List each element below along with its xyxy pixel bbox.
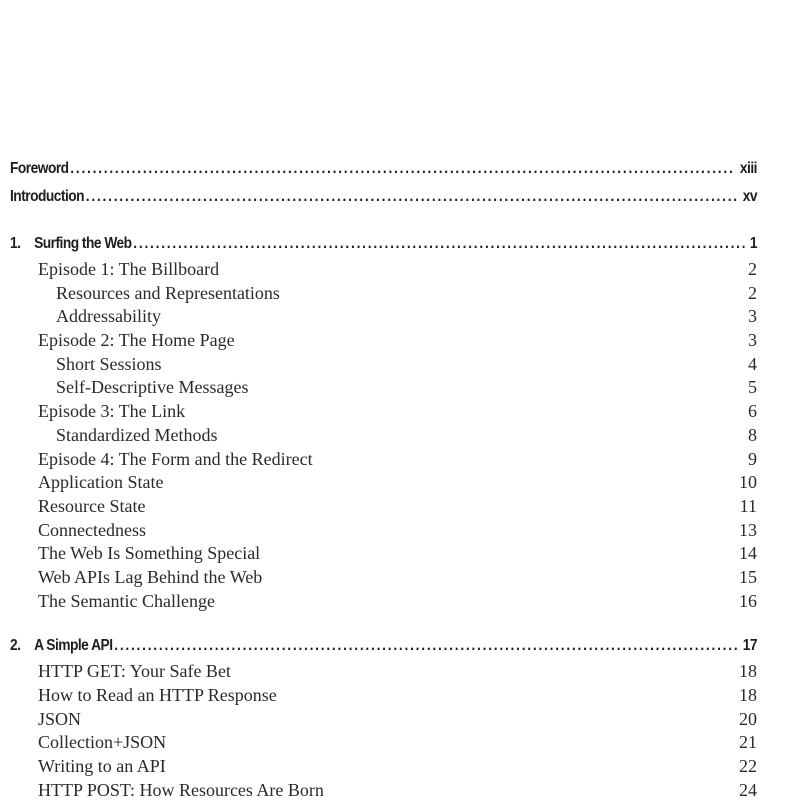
chapter-number: 2. bbox=[10, 637, 21, 655]
toc-entry-page: 22 bbox=[739, 756, 757, 777]
toc-entry-page: 3 bbox=[748, 306, 757, 327]
toc-entry[interactable] bbox=[10, 660, 757, 684]
toc-entry-title: How to Read an HTTP Response bbox=[38, 685, 277, 705]
toc-entry[interactable] bbox=[10, 731, 757, 755]
toc-entry-title: HTTP POST: How Resources Are Born bbox=[38, 779, 324, 800]
toc-entry-page: xv bbox=[742, 188, 757, 205]
toc-entry-page: 3 bbox=[748, 330, 757, 351]
toc-entry[interactable] bbox=[10, 282, 757, 306]
toc-entry-title: Foreword bbox=[10, 160, 69, 177]
toc-entry[interactable] bbox=[10, 779, 757, 802]
dot-leader bbox=[70, 155, 734, 183]
toc-entry-page: 18 bbox=[739, 685, 757, 705]
toc-entry-page: 14 bbox=[739, 543, 757, 564]
toc-entry[interactable] bbox=[10, 353, 757, 377]
toc-entry-title: HTTP GET: Your Safe Bet bbox=[38, 661, 231, 682]
toc-entry-title: Connectedness bbox=[38, 519, 146, 540]
table-of-contents bbox=[10, 155, 757, 802]
toc-entry-page: 1 bbox=[749, 235, 757, 252]
toc-entry-page: 20 bbox=[739, 708, 757, 729]
toc-entry-page: 10 bbox=[739, 472, 757, 493]
toc-chapter-heading bbox=[10, 632, 113, 660]
toc-entry-title: Introduction bbox=[10, 188, 85, 205]
toc-entry-title: Addressability bbox=[56, 306, 161, 327]
toc-entry-foreword[interactable] bbox=[10, 155, 757, 183]
dot-leader bbox=[133, 230, 744, 258]
toc-entry-page: 5 bbox=[748, 377, 757, 398]
chapter-title: A Simple API bbox=[34, 637, 113, 655]
toc-entry[interactable] bbox=[10, 708, 757, 732]
toc-entry-page: 2 bbox=[748, 282, 757, 303]
toc-entry-title: Episode 4: The Form and the Redirect bbox=[38, 448, 313, 469]
toc-chapter-2[interactable] bbox=[10, 632, 757, 660]
toc-entry[interactable] bbox=[10, 519, 757, 543]
toc-entry-title: Standardized Methods bbox=[56, 424, 218, 445]
toc-entry-page: 11 bbox=[739, 495, 757, 516]
dot-leader bbox=[86, 183, 738, 211]
toc-entry-title: Web APIs Lag Behind the Web bbox=[38, 566, 263, 587]
toc-chapter-heading bbox=[10, 230, 132, 258]
toc-entry-page: 6 bbox=[748, 401, 757, 422]
chapter-number: 1. bbox=[10, 235, 21, 252]
toc-entry[interactable] bbox=[10, 755, 757, 779]
toc-entry-title: Resources and Representations bbox=[56, 282, 280, 303]
toc-entry-introduction[interactable] bbox=[10, 183, 757, 211]
toc-entry-title: Writing to an API bbox=[38, 756, 166, 777]
toc-entry-page: xiii bbox=[739, 160, 757, 177]
toc-entry[interactable] bbox=[10, 684, 757, 708]
toc-entry-title: Application State bbox=[38, 472, 164, 493]
toc-entry-page: 24 bbox=[739, 779, 757, 800]
toc-entry[interactable] bbox=[10, 400, 757, 424]
toc-entry-title: Episode 3: The Link bbox=[38, 401, 186, 422]
toc-entry-title: The Semantic Challenge bbox=[38, 590, 215, 611]
toc-entry-page: 13 bbox=[739, 519, 757, 540]
toc-entry-title: Episode 2: The Home Page bbox=[38, 330, 235, 351]
toc-chapter-1[interactable] bbox=[10, 230, 757, 258]
toc-entry[interactable] bbox=[10, 424, 757, 448]
toc-entry[interactable] bbox=[10, 471, 757, 495]
toc-entry[interactable] bbox=[10, 495, 757, 519]
toc-entry-title: Self-Descriptive Messages bbox=[56, 377, 249, 398]
toc-entry[interactable] bbox=[10, 448, 757, 472]
toc-entry[interactable] bbox=[10, 542, 757, 566]
toc-entry-page: 8 bbox=[748, 424, 757, 445]
toc-entry[interactable] bbox=[10, 376, 757, 400]
toc-entry-page: 17 bbox=[742, 637, 757, 655]
toc-entry-title: Short Sessions bbox=[56, 353, 162, 374]
toc-entry[interactable] bbox=[10, 566, 757, 590]
dot-leader bbox=[114, 632, 737, 660]
toc-entry-title: Episode 1: The Billboard bbox=[38, 259, 220, 279]
toc-entry-page: 18 bbox=[739, 661, 757, 682]
toc-entry-page: 4 bbox=[748, 353, 757, 374]
toc-entry[interactable] bbox=[10, 329, 757, 353]
toc-entry[interactable] bbox=[10, 258, 757, 282]
toc-entry-title: Resource State bbox=[38, 495, 146, 516]
toc-entry-page: 15 bbox=[739, 566, 757, 587]
toc-entry-page: 2 bbox=[748, 259, 757, 279]
toc-entry-page: 21 bbox=[739, 732, 757, 753]
toc-entry[interactable] bbox=[10, 590, 757, 614]
toc-entry-page: 9 bbox=[748, 448, 757, 469]
chapter-title: Surfing the Web bbox=[34, 235, 132, 252]
toc-entry-title: The Web Is Something Special bbox=[38, 543, 261, 564]
toc-entry[interactable] bbox=[10, 305, 757, 329]
toc-entry-title: Collection+JSON bbox=[38, 732, 167, 753]
toc-entry-title: JSON bbox=[38, 708, 82, 729]
toc-entry-page: 16 bbox=[739, 590, 757, 611]
